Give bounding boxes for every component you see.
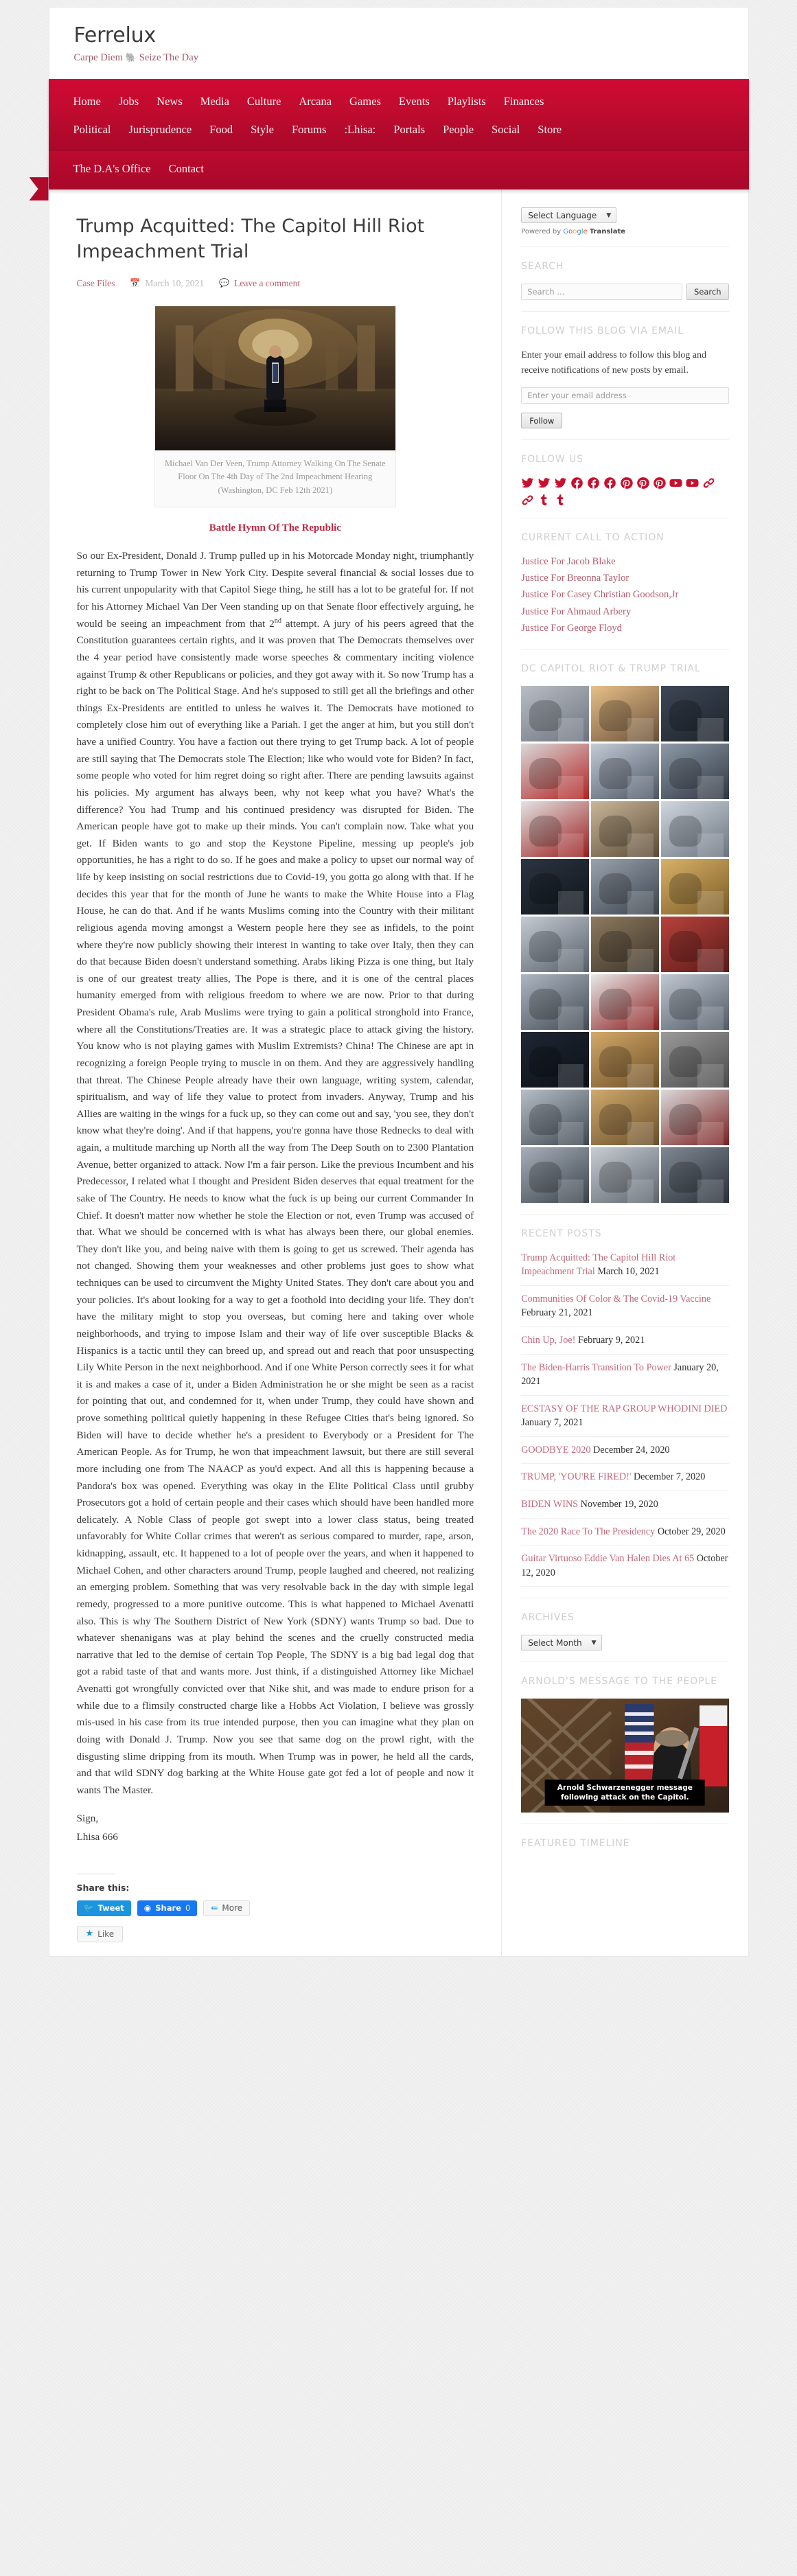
gallery-tile-van-der-veen-senate[interactable] [521, 917, 589, 972]
search-row [521, 284, 728, 300]
site-header [49, 7, 749, 79]
nav-ribbon-tail [49, 151, 749, 189]
translate-word: Translate [589, 228, 626, 236]
pinterest-icon[interactable] [636, 476, 649, 490]
article-body [77, 548, 474, 1799]
more-label: More [222, 1903, 243, 1913]
widget-search [521, 247, 728, 312]
chevron-down-icon: ▼ [591, 1639, 597, 1646]
arnold-video-embed[interactable] [521, 1699, 728, 1813]
share-block [77, 1870, 474, 1942]
recent-post-link[interactable]: Chin Up, Joe! [521, 1334, 576, 1346]
gallery-tile-image [521, 1147, 589, 1203]
list-item [521, 571, 728, 586]
nav-item-arcana[interactable]: Arcana [299, 95, 332, 108]
main-content [49, 189, 502, 1956]
gallery-tile-capitol-dome-night[interactable] [591, 744, 659, 799]
page-title: Trump Acquitted: The Capitol Hill Riot Impeachment Trial [76, 216, 425, 262]
tumblr-icon[interactable] [538, 494, 551, 507]
gallery-tile-cbs-news-broadcast[interactable] [521, 859, 589, 915]
recent-post-date: January 20, 2021 [521, 1361, 719, 1388]
list-item [521, 1464, 728, 1491]
nav-ribbon-main [49, 79, 749, 151]
search-button[interactable]: Search [686, 284, 729, 300]
widget-title-featured-timeline: FEATURED TIMELINE [521, 1838, 630, 1850]
call-to-action-list [521, 555, 728, 635]
youtube-icon[interactable] [686, 476, 699, 490]
gallery-tile-protest-flags[interactable] [591, 801, 659, 857]
signature-line: Sign, [76, 1813, 99, 1825]
list-item [521, 1251, 728, 1286]
like-button[interactable] [77, 1926, 124, 1942]
recent-post-link[interactable]: Communities Of Color & The Covid-19 Vaccine [521, 1293, 711, 1304]
widget-title-gallery: DC CAPITOL RIOT & TRUMP TRIAL [521, 663, 701, 674]
nav-item-portals[interactable]: Portals [393, 123, 426, 137]
youtube-icon[interactable] [669, 476, 682, 490]
primary-navigation [49, 79, 749, 189]
gallery-tile-image [591, 1147, 659, 1203]
link-icon[interactable] [702, 476, 715, 490]
widget-title-call-to-action: CURRENT CALL TO ACTION [521, 532, 665, 544]
widget-featured-timeline [521, 1824, 728, 1872]
recent-post-link[interactable]: Trump Acquitted: The Capitol Hill Riot Impeachment Trial [521, 1252, 676, 1278]
nav-row-1 [73, 87, 724, 115]
twitter-icon[interactable] [521, 476, 534, 490]
section-heading: Battle Hymn Of The Republic [209, 522, 341, 534]
widget-gallery [521, 649, 728, 1215]
ribbon-fold-decoration [30, 177, 49, 200]
gallery-tile-image [591, 974, 659, 1030]
nav-item-news[interactable]: News [157, 95, 183, 108]
tumblr-icon[interactable] [554, 494, 567, 507]
widget-recent-posts [521, 1215, 728, 1599]
widget-archives [521, 1598, 728, 1662]
list-item [521, 555, 728, 569]
gallery-tile-image [521, 801, 589, 857]
facebook-share-button[interactable] [137, 1900, 198, 1916]
entry-date: March 10, 2021 [145, 277, 205, 288]
nav-row-2 [73, 115, 724, 143]
gallery-tile-image [661, 1090, 729, 1145]
list-item [521, 1355, 728, 1396]
recent-post-date: December 24, 2020 [590, 1444, 670, 1456]
nav-item-social[interactable]: Social [492, 123, 520, 137]
like-row [77, 1926, 474, 1942]
nav-item-people[interactable]: People [443, 123, 474, 137]
article-paragraph: So our Ex-President, Donald J. Trump pulled up in his Motorcade Monday night, triumphantly returning to Trump Tower in New York City. Despite several financial & social losses due to his current unpopularity with that Capitol Siege thing, he still has a lot to be grateful for. If not for his Attorney Michael Van Der Veen standing up on that Senate floor effectively arguing, he would be seeing an impeachment from that 2nd attempt. A jury of his peers agreed that the Constitution guarantees certain rights, and it was proven that The Democrats themselves over the 4 year period have consistently made worse speeches & commentary inciting violence against Trump & other Republicans or policies, and they got away with it. So now Trump has a right to be back on The Political Stage. And he's supposed to still get all the briefings and other things Ex-Presidents are entitled to unless he waives it. The Democrats have motioned to completely close him out of everything like a Pariah. I get the anger at him, but you still don't have a unified Country. You have a faction out there trying to get Trump back. A lot of people are still saying that The Democrats stole The Election; like who would vote for Biden? In fact, some people who voted for him regret doing so right after. There are pending lawsuits against his policies. My argument has always been, why not keep what you have? What's the difference? You had Trump and his continued presidency was disrupted for Biden. The American people have got to make up their minds. You can't complain now. Take what you get. If Biden wants to go and stop the Keystone Pipeline, messing up people's job opportunities, he has a right to do so. If he goes and make a policy to upset our normal way of life by keep insisting on social restrictions due to Covid-19, you gotta go along with that. If he decides this year that for the month of June he wants to make the White House into a Flag House, he can do that. And if he wants Muslims coming into the Country with their militant religious agenda moving amongst a Western people here they see as infidels, to the point where they're now publicly showing their interest in wanting to take over Italy, then they can do that because Biden doesn't understand something. Arabs liking Pizza is one thing, but Italy is one of our greatest treaty allies, The Pope is there, and it is one of the central places humanity emerged from with religious freedom to where we are now. Prior to that during President Obama's rule, Arab Muslims were trying to gain a political stronghold into France, where all the Constitutions/Treaties are. It was a strategic place to attack giving the history. You know who is not playing games with Muslim Extremists? China! The Chinese are apt in recognizing a foreign People trying to muscle in on them. And they are aggressively handling that threat. The Chinese People already have their own language, writing system, calendar, spiritualism, and way of life they value to protect from invaders. Anyway, Trump and his Allies are waiting in the wings for a fuck up, so they can come out and say, 'you see, they don't know what they're doing'. And if that happens, you're gonna have those Rednecks to deal with again, a multitude marching up North all the way from The Deep South on to 2300 Plantation Avenue, better organized to attack. Now I'm a fair person. Like the previous Incumbent and his Predecessor, I related what I thought and President Biden deserves that equal treatment for the sake of The Country. He needs to know what the fuck is up being our current Commander In Chief. It doesn't matter now whether he stole the Election or not, even Trump was accused of that. What we should be concerned with is what has always been there, our global enemies. They don't like you, and being naive with them is going to get us screwed. Their agenda has not changed. Showing them your weaknesses and other problems just goes to show what techniques can be used to circumvent the Mighty United States. They don't care about you and your policies. It's about looking for a way to get a foothold into deciding your life. They don't have the military might to stop you overseas, but coming here and taking over whole neighborhoods, and trying to impose Islam and their way of life over susceptible Blacks & Hispanics is a tactic until they can breed up, and spread out and reach that poor unsuspecting Lily White Person in the next neighborhood. And if one White Person correctly sees it for what it is and makes a case of it, under a Biden Administration he or she might be seen as a racist for pointing that out, and condemned for it, when under Trump, they could have shown and prove something political quietly happening in these Refugee Cities that's being ignored. So Biden will have to decide whether he's a president to Everybody or a President for The American People. As for Trump, he won that impeachment lawsuit, but there are still several more including one from The NAACP as you'd expect. And all this is happening because a Pandora's box was opened. Everything was okay in the Elite Political Class until grubby Prosecutors got a hold of certain people and their cases which should have been handled more delicately. A Noble Class of people got swept into a lower class status, being treated unfavorably for White Collar crimes that weren't as serious compared to murder, rape, arson, kidnapping, assault, etc. It happened to a lot of people over the years, and when it happened to Michael Cohen, and other characters around Trump, people laughed and cheered, not realizing an emerging problem. Something that was very resolvable back in the day with simple legal remedy, progressed to a more punitive outcome. This is what happened to Michael Avenatti also. This is why The Southern District of New York (SDNY) wants Trump so bad. Due to whatever shenanigans was at play behind the scenes and the cruelly constructed media narrative that led to the demise of certain Top People, The SDNY is a big bad legal dog that got a rabid taste of that and wants more. Just think, if a distinguished Attorney like Michael Avenatti got wrongfully convicted over that Nike shit, and was made to endure prison for a while due to a flimsily constructed charge like a Hobbs Act Violation, I believe was grossly mis-used in his case from its true intended purpose, then you can imagine what they plan on doing with Donald J. Trump. Now you see that same dog on the prowl right, with the disgusting slime dripping from its mouth. When Trump was in power, he held all the cards, and that wild SDNY dog barking at the White House gate got fed a lot of people and now it wants The Master. [76, 550, 474, 1796]
gallery-tile-image [591, 801, 659, 857]
gallery-tile-image [591, 744, 659, 799]
recent-post-date: January 7, 2021 [521, 1417, 584, 1429]
nav-item-jobs[interactable]: Jobs [118, 95, 139, 108]
nav-item-the-d-a-s-office[interactable]: The D.A's Office [73, 161, 151, 175]
nav-item-finances[interactable]: Finances [503, 95, 544, 108]
article-figure [154, 306, 396, 507]
gallery-tile-image [661, 686, 729, 741]
gallery-tile-image [661, 1147, 729, 1203]
gallery-tile-image [661, 801, 729, 857]
gallery-tile-trump-portrait[interactable] [661, 1090, 729, 1145]
gallery-tile-capitol-building-day[interactable] [661, 801, 729, 857]
gallery-tile-image [591, 859, 659, 915]
recent-post-link[interactable]: TRUMP, 'YOU'RE FIRED!' [521, 1471, 632, 1483]
recent-post-link[interactable]: The 2020 Race To The Presidency [521, 1526, 656, 1537]
recent-post-date: October 12, 2020 [521, 1553, 728, 1578]
page-container [49, 7, 749, 1957]
recent-post-link[interactable]: BIDEN WINS [521, 1499, 579, 1510]
recent-post-date: March 10, 2021 [594, 1266, 660, 1278]
comment-bubble-icon: 💬 [219, 278, 230, 288]
gallery-tile-night-capitol-lights[interactable] [521, 1032, 589, 1088]
gallery-tile-capitol-dome-flag[interactable] [661, 974, 729, 1030]
call-to-action-link[interactable]: Justice For George Floyd [521, 622, 622, 634]
widget-title-recent-posts: RECENT POSTS [521, 1228, 602, 1239]
recent-post-date: February 9, 2021 [575, 1334, 645, 1346]
recent-post-date: October 29, 2020 [655, 1526, 726, 1537]
gallery-tile-image [661, 974, 729, 1030]
gallery-tile-image [661, 917, 729, 972]
widget-follow-us [521, 440, 728, 518]
chevron-down-icon: ▼ [606, 211, 612, 219]
list-item [521, 1327, 728, 1355]
facebook-icon: ◉ [143, 1903, 152, 1913]
gallery-tile-image [521, 917, 589, 972]
powered-prefix: Powered by [521, 228, 564, 236]
nav-item-games[interactable]: Games [349, 95, 381, 108]
widget-title-archives: ARCHIVES [521, 1612, 575, 1624]
nav-item-culture[interactable]: Culture [246, 95, 281, 108]
figure-caption: Michael Van Der Veen, Trump Attorney Walking On The Senate Floor On The 4th Day of The 2nd Impeachment Hearing (Washington, DC Feb 12th 2021) [165, 458, 386, 495]
entry-category-link[interactable]: Case Files [76, 277, 115, 288]
nav-item-lhisa[interactable]: :Lhisa: [344, 123, 376, 137]
search-input[interactable]: Search ... [521, 284, 682, 300]
call-to-action-link[interactable]: Justice For Breonna Taylor [521, 573, 629, 584]
more-share-button[interactable] [203, 1900, 250, 1916]
gallery-tile-police-barricade[interactable] [661, 1147, 729, 1203]
gallery-tile-trump-podium-sunset[interactable] [591, 686, 659, 741]
gallery-tile-trump-rally-crowd[interactable] [661, 744, 729, 799]
widget-title-follow-email: FOLLOW THIS BLOG VIA EMAIL [521, 325, 684, 337]
nav-item-events[interactable]: Events [398, 95, 430, 108]
gallery-tile-image [591, 1032, 659, 1088]
widget-title-search: SEARCH [521, 261, 564, 273]
gallery-tile-image [521, 686, 589, 741]
tagline-before: Carpe Diem [73, 52, 126, 63]
call-to-action-link[interactable]: Justice For Casey Christian Goodson,Jr [521, 589, 679, 601]
nav-item-playlists[interactable]: Playlists [447, 95, 486, 108]
widget-arnold-message [521, 1662, 728, 1824]
widget-follow-email [521, 312, 728, 440]
nav-item-jurisprudence[interactable]: Jurisprudence [128, 123, 192, 137]
gallery-tile-image [661, 859, 729, 915]
call-to-action-link[interactable]: Justice For Jacob Blake [521, 556, 616, 568]
nav-item-contact[interactable]: Contact [168, 161, 204, 175]
archive-month-select[interactable] [521, 1635, 601, 1651]
list-item [521, 1286, 728, 1327]
facebook-icon[interactable] [570, 476, 584, 490]
site-title[interactable]: Ferrelux [73, 23, 157, 47]
gallery-tile-trump-flag-rally[interactable] [521, 686, 589, 741]
facebook-label: Share [155, 1903, 181, 1913]
email-field[interactable]: Enter your email address [521, 387, 728, 404]
gallery-tile-stern-der-imperator[interactable] [591, 974, 659, 1030]
leave-comment-link[interactable]: Leave a comment [234, 277, 301, 288]
gallery-tile-flag-bearers[interactable] [591, 1090, 659, 1145]
tweet-label: Tweet [97, 1903, 124, 1913]
gallery-tile-trump-supporters[interactable] [661, 917, 729, 972]
gallery-tile-trump-speech-crowd[interactable] [591, 1032, 659, 1088]
star-icon: ★ [85, 1929, 94, 1940]
twitter-bird-icon: 🐦 [83, 1903, 94, 1913]
follow-email-description: Enter your email address to follow this blog and receive notifications of new posts by email. [521, 350, 707, 376]
recent-post-date: November 19, 2020 [578, 1499, 658, 1510]
gallery-tile-image [591, 1090, 659, 1145]
twitter-icon[interactable] [554, 476, 567, 490]
google-wordmark: Google [563, 228, 588, 236]
gallery-tile-riot-smoke[interactable] [661, 1032, 729, 1088]
gallery-tile-tear-gas-scene[interactable] [591, 1147, 659, 1203]
nav-item-home[interactable]: Home [73, 95, 101, 108]
recent-post-link[interactable]: ECSTASY OF THE RAP GROUP WHODINI DIED [521, 1403, 728, 1414]
link-icon[interactable] [521, 494, 534, 507]
language-select[interactable] [521, 207, 616, 223]
recent-post-date: February 21, 2021 [521, 1307, 593, 1319]
gallery-tile-image [591, 917, 659, 972]
content-wrapper [49, 189, 749, 1957]
signature-line: Lhisa 666 [76, 1831, 118, 1843]
call-to-action-link[interactable]: Justice For Ahmaud Arbery [521, 606, 632, 617]
social-icons-grid [521, 476, 720, 507]
recent-post-link[interactable]: Guitar Virtuoso Eddie Van Halen Dies At 65 [521, 1553, 695, 1565]
gallery-tile-image [521, 859, 589, 915]
gallery-tile-image [521, 744, 589, 799]
entry-meta [77, 278, 474, 289]
list-item [521, 1396, 728, 1437]
calendar-icon: 📅 [130, 278, 141, 288]
list-item [521, 1545, 728, 1587]
share-nodes-icon: ⇚ [211, 1903, 218, 1913]
recent-post-date: December 7, 2020 [631, 1471, 706, 1483]
gallery-tile-image [521, 1032, 589, 1088]
gallery-tile-senate-chamber[interactable] [591, 917, 659, 972]
nav-item-media[interactable]: Media [200, 95, 229, 108]
nav-item-forums[interactable]: Forums [292, 123, 327, 137]
list-item [521, 621, 728, 636]
widget-title-arnold: ARNOLD'S MESSAGE TO THE PEOPLE [521, 1676, 717, 1688]
gallery-tile-image [661, 744, 729, 799]
nav-item-style[interactable]: Style [251, 123, 274, 137]
arnold-caption-line1: Arnold Schwarzenegger message [557, 1784, 693, 1793]
gallery-tile-rioters-interior[interactable] [591, 859, 659, 915]
gallery-tile-capitol-steps-mob[interactable] [521, 1147, 589, 1203]
widget-translate [521, 200, 728, 247]
share-label: Share this: [76, 1882, 130, 1893]
tagline-after: Seize The Day [136, 52, 199, 63]
twitter-icon[interactable] [538, 476, 551, 490]
recent-posts-list [521, 1251, 728, 1587]
archive-select-value: Select Month [528, 1637, 582, 1648]
follow-button[interactable]: Follow [521, 413, 562, 428]
gallery-tile-image [521, 1090, 589, 1145]
widget-call-to-action [521, 518, 728, 649]
like-label: Like [97, 1929, 115, 1939]
arnold-video-caption [545, 1780, 705, 1806]
gallery-tile-capitol-crowd-aerial[interactable] [521, 1090, 589, 1145]
pinterest-icon[interactable] [620, 476, 633, 490]
widget-title-follow-us: FOLLOW US [521, 454, 584, 465]
nav-row-3 [73, 157, 724, 181]
article-signature [77, 1810, 474, 1845]
gallery-tile-stern-magazine-cover[interactable] [521, 744, 589, 799]
pinterest-icon[interactable] [653, 476, 666, 490]
facebook-icon[interactable] [587, 476, 600, 490]
list-item [521, 1437, 728, 1464]
gallery-tile-crowd-capitol-steps[interactable] [661, 686, 729, 741]
language-select-value: Select Language [528, 210, 597, 220]
list-item [521, 605, 728, 619]
nav-item-food[interactable]: Food [209, 123, 233, 137]
site-tagline [74, 52, 724, 64]
arnold-caption-line2: following attack on the Capitol. [561, 1793, 689, 1802]
nav-item-store[interactable]: Store [538, 123, 562, 137]
recent-post-link[interactable]: GOODBYE 2020 [521, 1444, 591, 1456]
photo-grid [521, 686, 728, 1203]
tweet-button[interactable] [77, 1900, 131, 1916]
facebook-share-count: 0 [185, 1903, 191, 1913]
gallery-tile-sein-kampf-magazine[interactable] [521, 801, 589, 857]
gallery-tile-image [661, 1032, 729, 1088]
nav-item-political[interactable]: Political [73, 123, 111, 137]
gallery-tile-image [521, 974, 589, 1030]
list-item [521, 588, 728, 602]
gallery-tile-capitol-police-line[interactable] [521, 974, 589, 1030]
gallery-tile-qanon-shaman[interactable] [661, 859, 729, 915]
recent-post-link[interactable]: The Biden-Harris Transition To Power [521, 1361, 671, 1373]
elephant-emoji-icon: 🐘 [125, 52, 137, 62]
gallery-tile-image [591, 686, 659, 741]
list-item [521, 1491, 728, 1519]
facebook-icon[interactable] [603, 476, 616, 490]
list-item [521, 1519, 728, 1546]
sidebar [501, 189, 748, 1956]
share-buttons [77, 1900, 474, 1916]
powered-by-google-translate [521, 228, 728, 235]
van-der-veen-senate-photo [155, 306, 395, 450]
